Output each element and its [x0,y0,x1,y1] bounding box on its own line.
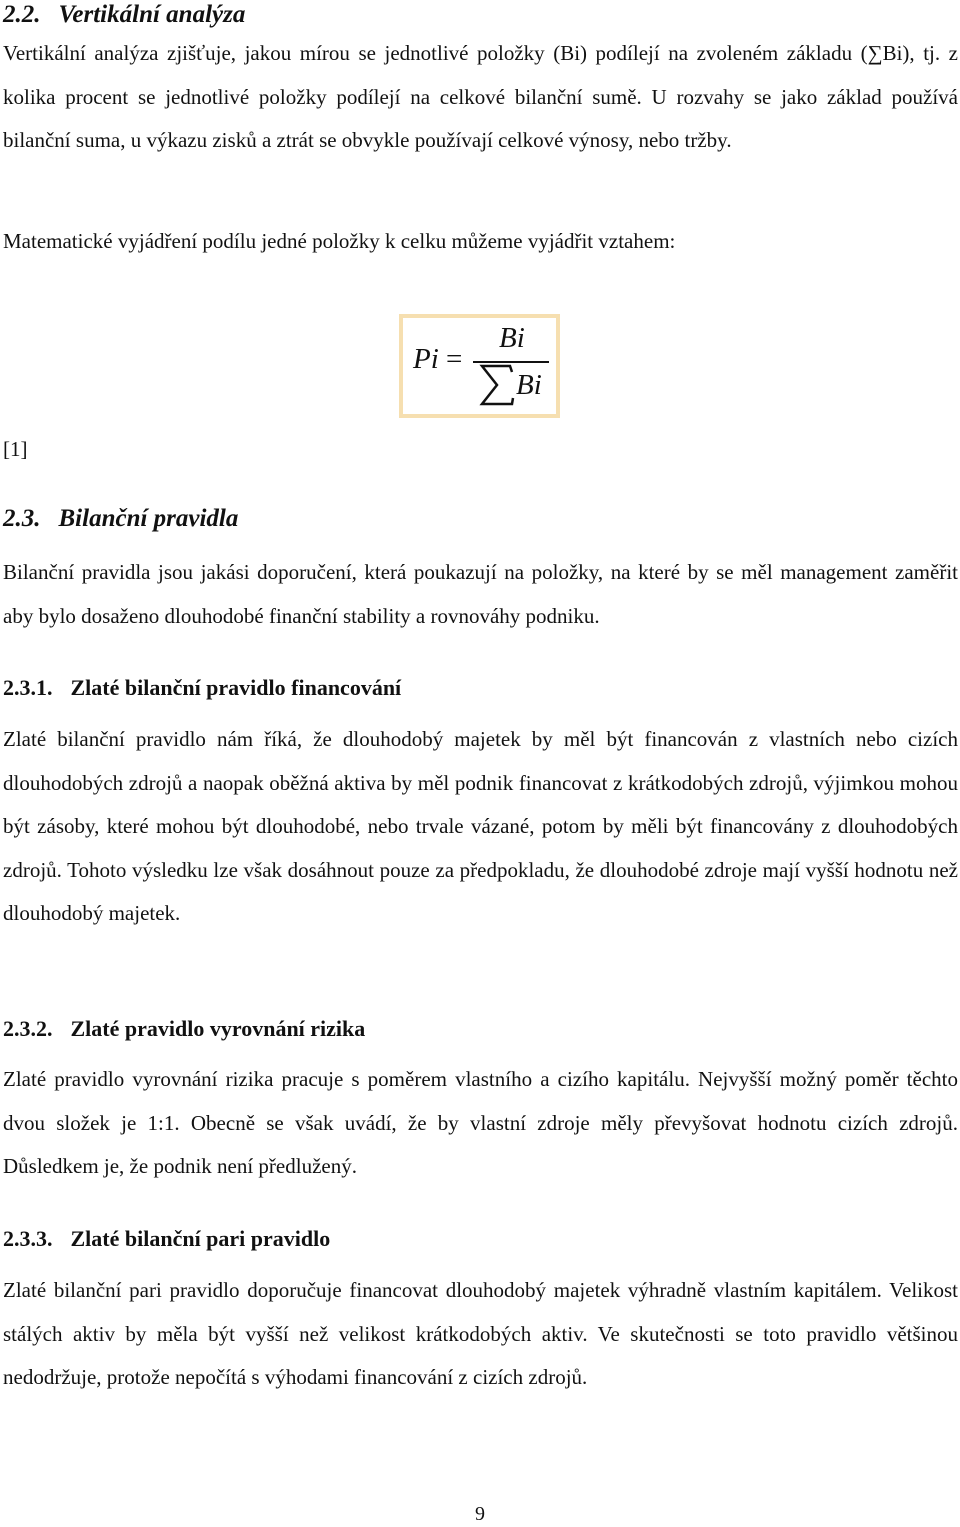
heading-2-3-1 [3,673,958,703]
heading-number: 2.3.2. [3,1016,53,1041]
heading-title: Bilanční pravidla [58,505,239,532]
heading-2-3-2 [3,1014,958,1044]
heading-title: Vertikální analýza [58,1,246,28]
fraction-bar [473,361,549,363]
paragraph-golden-financing-rule: Zlaté bilanční pravidlo nám říká, že dlouhodobý majetek by měl být financován z vlastních nebo cizích dlouhodobých zdrojů a naopak oběžná aktiva by měl podnik financovat z krátkodobých zdrojů, výjimkou mohou být zásoby, které mohou být dlouhodobé, nebo trvale vázané, potom by měli být financovány z dlouhodobých zdrojů. Tohoto výsledku lze však dosáhnout pouze za předpokladu, že dlouhodobé zdroje mají vyšší hodnotu než dlouhodobý majetek. [3,727,958,925]
sigma-icon [479,364,515,406]
heading-title: Zlaté pravidlo vyrovnání rizika [70,1016,366,1041]
heading-title: Zlaté bilanční pravidlo financování [70,675,402,700]
heading-number: 2.2. [3,1,41,28]
heading-number: 2.3. [3,505,41,532]
heading-title: Zlaté bilanční pari pravidlo [70,1226,331,1251]
formula-denominator: Bi [516,369,542,401]
paragraph-formula-intro: Matematické vyjádření podílu jedné položky k celku můžeme vyjádřit vztahem: [3,229,676,253]
paragraph-pari-rule: Zlaté bilanční pari pravidlo doporučuje financovat dlouhodobý majetek výhradně vlastním kapitálem. Velikost stálých aktiv by měla být vyšší než velikost krátkodobých aktiv. Ve skutečnosti se toto pravidlo většinou nedodržuje, protože nepočítá s výhodami financování z cizích zdrojů. [3,1278,958,1389]
sum-symbol: ∑ [867,41,883,65]
heading-2-3 [3,504,958,534]
heading-number: 2.3.1. [3,675,53,700]
paragraph-text: Bi), tj. z kolika procent se jednotlivé položky podílejí na celkové bilanční sumě. U rozvahy se jako základ používá bilanční suma, u výkazu zisků a ztrát se obvykle používají celkové výnosy, nebo tržby. [3,41,958,152]
heading-2-3-3 [3,1224,958,1254]
formula-numerator: Bi [499,322,525,354]
heading-number: 2.3.3. [3,1226,53,1251]
formula-equals: = [446,343,463,375]
paragraph-risk-balance-rule: Zlaté pravidlo vyrovnání rizika pracuje s poměrem vlastního a cizího kapitálu. Nejvyšší možný poměr těchto dvou složek je 1:1. Obecně se však uvádí, že by vlastní zdroje měly převyšovat hodnotu cizích zdrojů. Důsledkem je, že podnik není předlužený. [3,1067,958,1178]
paragraph-vertical-analysis [3,32,958,163]
formula-box [399,314,560,418]
reference-marker: [1] [3,437,28,461]
heading-2-2 [3,0,958,30]
paragraph-text: Vertikální analýza zjišťuje, jakou mírou se jednotlivé položky (Bi) podílejí na zvoleném základu ( [3,41,868,65]
paragraph-balance-rules: Bilanční pravidla jsou jakási doporučení, která poukazují na položky, na které by se měl management zaměřit aby bylo dosaženo dlouhodobé finanční stability a rovnováhy podniku. [3,560,958,628]
formula-lhs: Pi [413,343,439,375]
page-number: 9 [475,1503,485,1525]
